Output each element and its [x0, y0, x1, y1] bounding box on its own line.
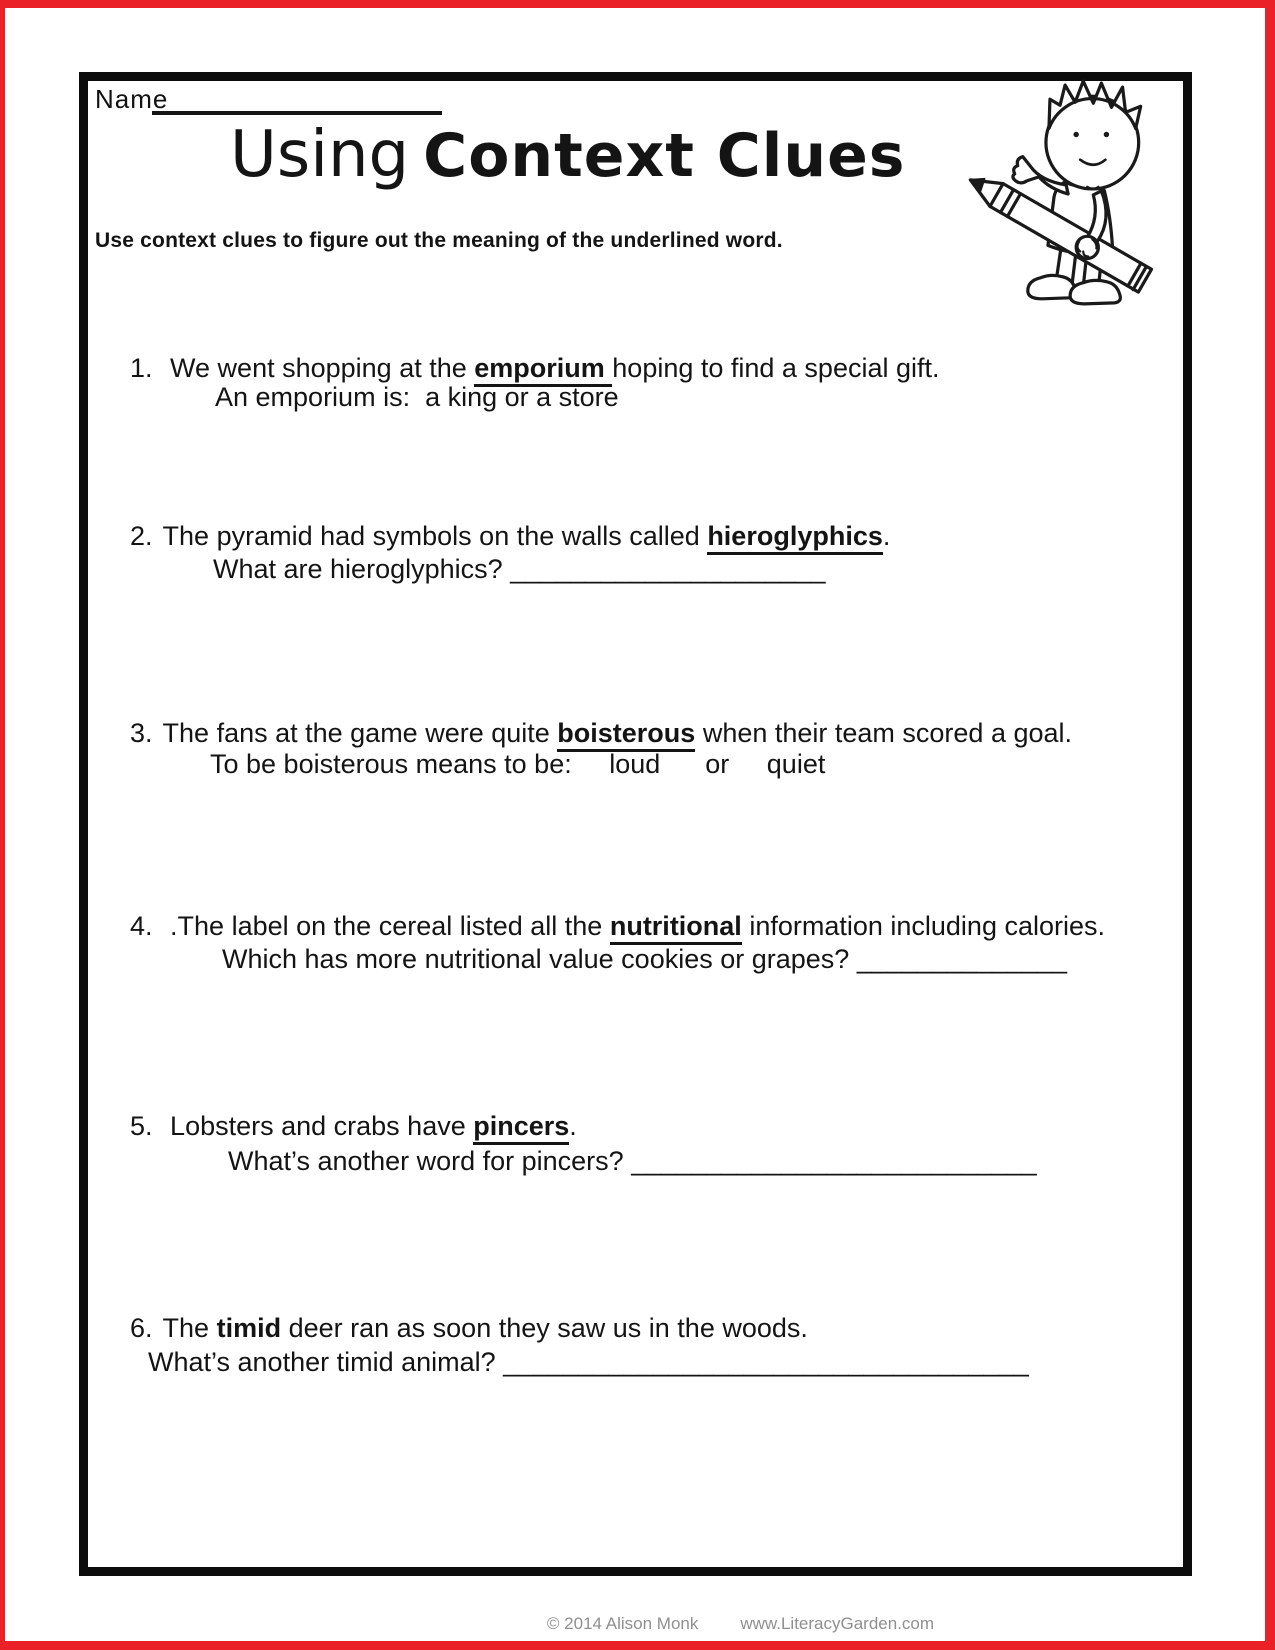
page-title [230, 118, 906, 192]
title-context-clues: Context Clues [423, 121, 906, 191]
title-using: Using [230, 118, 410, 192]
copyright-text: © 2014 Alison Monk [546, 1614, 699, 1633]
boy-hand [1076, 236, 1098, 258]
question-text: hoping to find a special gift. [612, 353, 940, 384]
page-footer [528, 1594, 934, 1650]
question-text: information including calories. [741, 911, 1105, 942]
question-3-answer-line: To be boisterous means to be: loud or quiet [210, 749, 826, 779]
question-number: 1. [130, 353, 153, 384]
keyword-underlined: hieroglyphics [707, 521, 883, 555]
question-text: We went shopping at the [162, 353, 475, 384]
page-edge-top [0, 0, 1275, 8]
page-edge-right [1265, 0, 1275, 1650]
question-number: 4. [130, 911, 153, 942]
name-label: Name [95, 84, 169, 114]
question-text: The pyramid had symbols on the walls called [162, 521, 708, 552]
question-text: .The label on the cereal listed all the [162, 911, 610, 942]
question-number: 5. [130, 1111, 153, 1142]
keyword-underlined: boisterous [557, 718, 695, 752]
question-text: . [569, 1111, 577, 1142]
question-text: Lobsters and crabs have [162, 1111, 474, 1142]
question-1-answer-line: An emporium is: a king or a store [215, 382, 619, 412]
boy-shoe [1028, 275, 1076, 298]
name-blank-line [152, 87, 442, 115]
question-number: 2. [130, 521, 153, 552]
page-edge-left [0, 0, 5, 1650]
keyword-underlined: emporium [474, 353, 612, 387]
question-5-answer-line: What’s another word for pincers? ___________________________ [228, 1146, 1037, 1176]
question-4-answer-line: Which has more nutritional value cookies or grapes? ______________ [222, 944, 1068, 974]
keyword-bold: timid [216, 1313, 282, 1344]
question-number: 3. [130, 718, 153, 749]
keyword-underlined: nutritional [610, 911, 742, 945]
question-text: The [162, 1313, 217, 1344]
question-text: . [882, 521, 891, 552]
boy-with-pencil-illustration [928, 74, 1180, 318]
website-text: www.LiteracyGarden.com [740, 1614, 935, 1633]
boy-shoe [1070, 280, 1120, 303]
question-6-answer-line: What’s another timid animal? ___________________________________ [148, 1347, 1029, 1377]
keyword-underlined: pincers [473, 1111, 569, 1145]
question-number: 6. [130, 1313, 153, 1344]
question-text: deer ran as soon they saw us in the woods. [281, 1313, 808, 1344]
question-text: The fans at the game were quite [162, 718, 558, 749]
question-2-answer-line: What are hieroglyphics? _____________________ [213, 554, 826, 584]
instruction-text: Use context clues to figure out the meaning of the underlined word. [95, 229, 783, 252]
question-text: when their team scored a goal. [695, 718, 1073, 749]
